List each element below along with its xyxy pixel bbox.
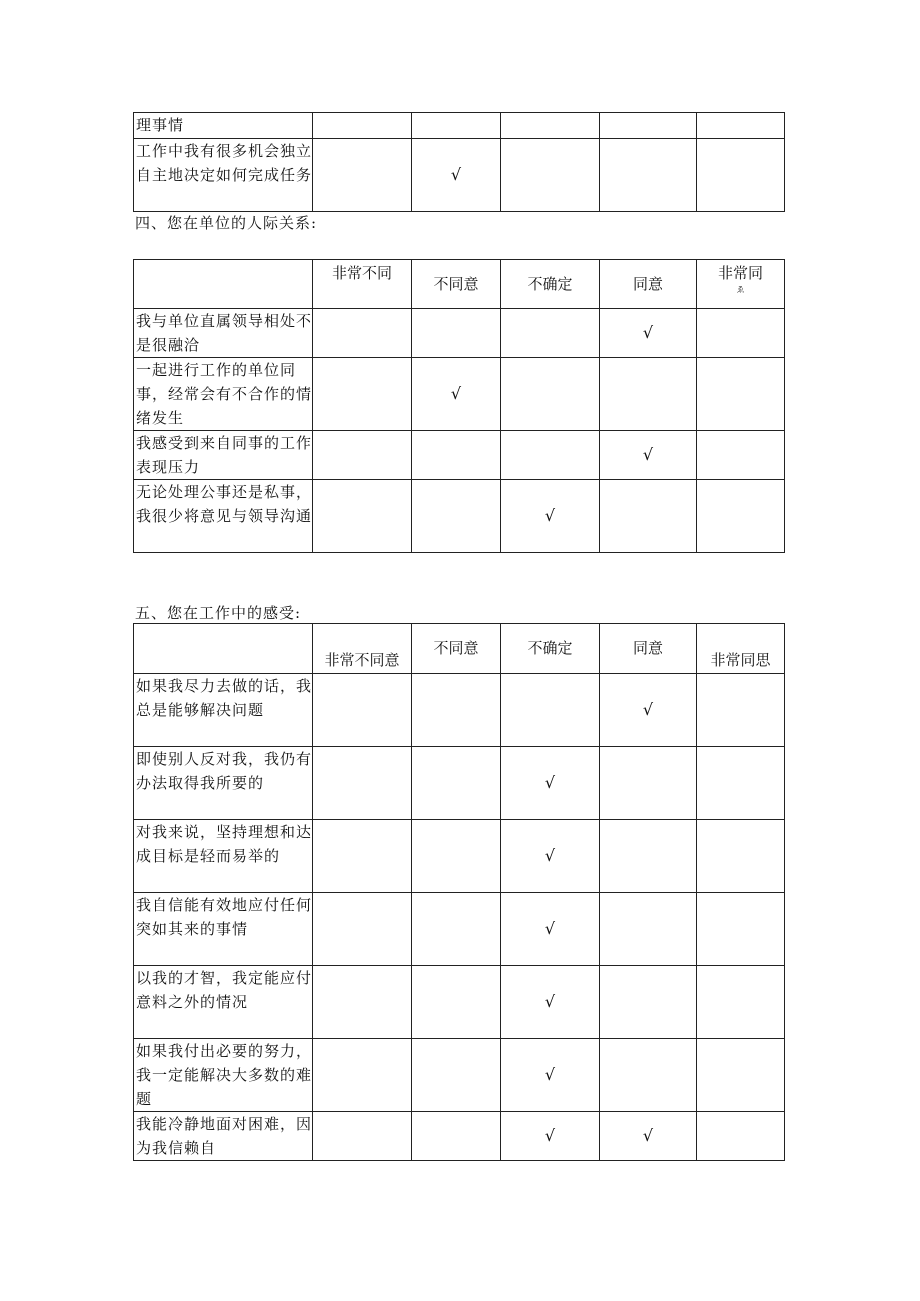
header-note: ゑ	[736, 285, 745, 294]
answer-cell	[697, 747, 785, 820]
answer-cell	[697, 309, 785, 358]
answer-cell	[313, 1039, 412, 1112]
answer-cell	[697, 966, 785, 1039]
header-cell: 不确定	[501, 624, 600, 674]
answer-cell	[313, 820, 412, 893]
header-cell: 不确定	[501, 260, 600, 309]
question-cell: 工作中我有很多机会独立自主地决定如何完成任务	[134, 139, 313, 212]
table-row	[134, 113, 785, 139]
answer-cell	[697, 674, 785, 747]
answer-cell: √	[501, 1112, 600, 1161]
answer-cell: √	[600, 674, 697, 747]
table-row	[134, 480, 785, 553]
answer-cell	[600, 1039, 697, 1112]
question-cell: 我感受到来自同事的工作表现压力	[134, 431, 313, 480]
answer-cell	[313, 358, 412, 431]
table-row	[134, 966, 785, 1039]
header-cell: 非常不同	[313, 260, 412, 309]
table-row	[134, 358, 785, 431]
answer-cell: √	[600, 309, 697, 358]
answer-cell	[697, 1112, 785, 1161]
header-cell: 非常不同意	[313, 624, 412, 674]
answer-cell: √	[600, 1112, 697, 1161]
answer-cell	[697, 431, 785, 480]
answer-cell	[313, 966, 412, 1039]
answer-cell	[313, 747, 412, 820]
answer-cell	[501, 674, 600, 747]
table-row	[134, 309, 785, 358]
answer-cell	[697, 1039, 785, 1112]
question-cell: 如果我付出必要的努力，我一定能解决大多数的难题	[134, 1039, 313, 1112]
answer-cell	[412, 309, 501, 358]
question-cell: 我与单位直属领导相处不是很融洽	[134, 309, 313, 358]
answer-cell	[501, 113, 600, 139]
table-row	[134, 1112, 785, 1161]
answer-cell	[600, 480, 697, 553]
answer-cell	[697, 113, 785, 139]
answer-cell	[412, 820, 501, 893]
answer-cell	[313, 431, 412, 480]
answer-cell	[600, 966, 697, 1039]
answer-cell	[600, 893, 697, 966]
answer-cell	[313, 480, 412, 553]
table-row	[134, 431, 785, 480]
question-cell: 对我来说，坚持理想和达成目标是轻而易举的	[134, 820, 313, 893]
question-cell: 理事情	[134, 113, 313, 139]
answer-cell: √	[501, 893, 600, 966]
question-cell: 我自信能有效地应付任何突如其来的事情	[134, 893, 313, 966]
answer-cell	[412, 1039, 501, 1112]
section4-title: 四、您在单位的人际关系:	[135, 214, 318, 232]
table-row	[134, 674, 785, 747]
header-cell	[134, 624, 313, 674]
table-row	[134, 893, 785, 966]
answer-cell	[412, 966, 501, 1039]
answer-cell	[600, 113, 697, 139]
header-row	[134, 260, 785, 309]
answer-cell	[697, 139, 785, 212]
answer-cell	[412, 113, 501, 139]
section3-table	[133, 112, 785, 212]
question-cell: 即使别人反对我，我仍有办法取得我所要的	[134, 747, 313, 820]
table-row	[134, 747, 785, 820]
section4-table	[133, 259, 785, 553]
answer-cell	[600, 747, 697, 820]
answer-cell	[412, 1112, 501, 1161]
section5-title: 五、您在工作中的感受:	[135, 604, 302, 622]
header-label: 非常同	[717, 264, 763, 282]
table-row	[134, 1039, 785, 1112]
section5-table	[133, 623, 785, 1161]
answer-cell: √	[501, 820, 600, 893]
answer-cell	[697, 358, 785, 431]
answer-cell	[501, 309, 600, 358]
answer-cell	[600, 139, 697, 212]
question-cell: 我能冷静地面对困难，因为我信赖自	[134, 1112, 313, 1161]
answer-cell	[313, 309, 412, 358]
header-cell: 不同意	[412, 260, 501, 309]
answer-cell: √	[412, 139, 501, 212]
answer-cell: √	[501, 966, 600, 1039]
question-cell: 如果我尽力去做的话，我总是能够解决问题	[134, 674, 313, 747]
answer-cell	[412, 480, 501, 553]
answer-cell	[697, 480, 785, 553]
question-cell: 一起进行工作的单位同事，经常会有不合作的情绪发生	[134, 358, 313, 431]
answer-cell	[313, 674, 412, 747]
header-row	[134, 624, 785, 674]
answer-cell: √	[412, 358, 501, 431]
table-row	[134, 820, 785, 893]
answer-cell	[412, 747, 501, 820]
answer-cell: √	[501, 1039, 600, 1112]
question-cell: 以我的才智，我定能应付意料之外的情况	[134, 966, 313, 1039]
answer-cell	[412, 674, 501, 747]
question-cell: 无论处理公事还是私事，我很少将意见与领导沟通	[134, 480, 313, 553]
header-cell: 不同意	[412, 624, 501, 674]
answer-cell	[412, 893, 501, 966]
answer-cell	[313, 113, 412, 139]
header-cell: 同意	[600, 260, 697, 309]
answer-cell: √	[501, 480, 600, 553]
answer-cell	[600, 358, 697, 431]
header-cell	[134, 260, 313, 309]
answer-cell	[501, 358, 600, 431]
answer-cell	[313, 139, 412, 212]
answer-cell	[313, 1112, 412, 1161]
header-cell: 同意	[600, 624, 697, 674]
header-cell	[697, 260, 785, 309]
answer-cell	[600, 820, 697, 893]
answer-cell	[501, 431, 600, 480]
answer-cell	[412, 431, 501, 480]
answer-cell: √	[600, 431, 697, 480]
answer-cell	[697, 820, 785, 893]
table-row	[134, 139, 785, 212]
answer-cell: √	[501, 747, 600, 820]
answer-cell	[697, 893, 785, 966]
answer-cell	[501, 139, 600, 212]
answer-cell	[313, 893, 412, 966]
header-cell: 非常同思	[697, 624, 785, 674]
